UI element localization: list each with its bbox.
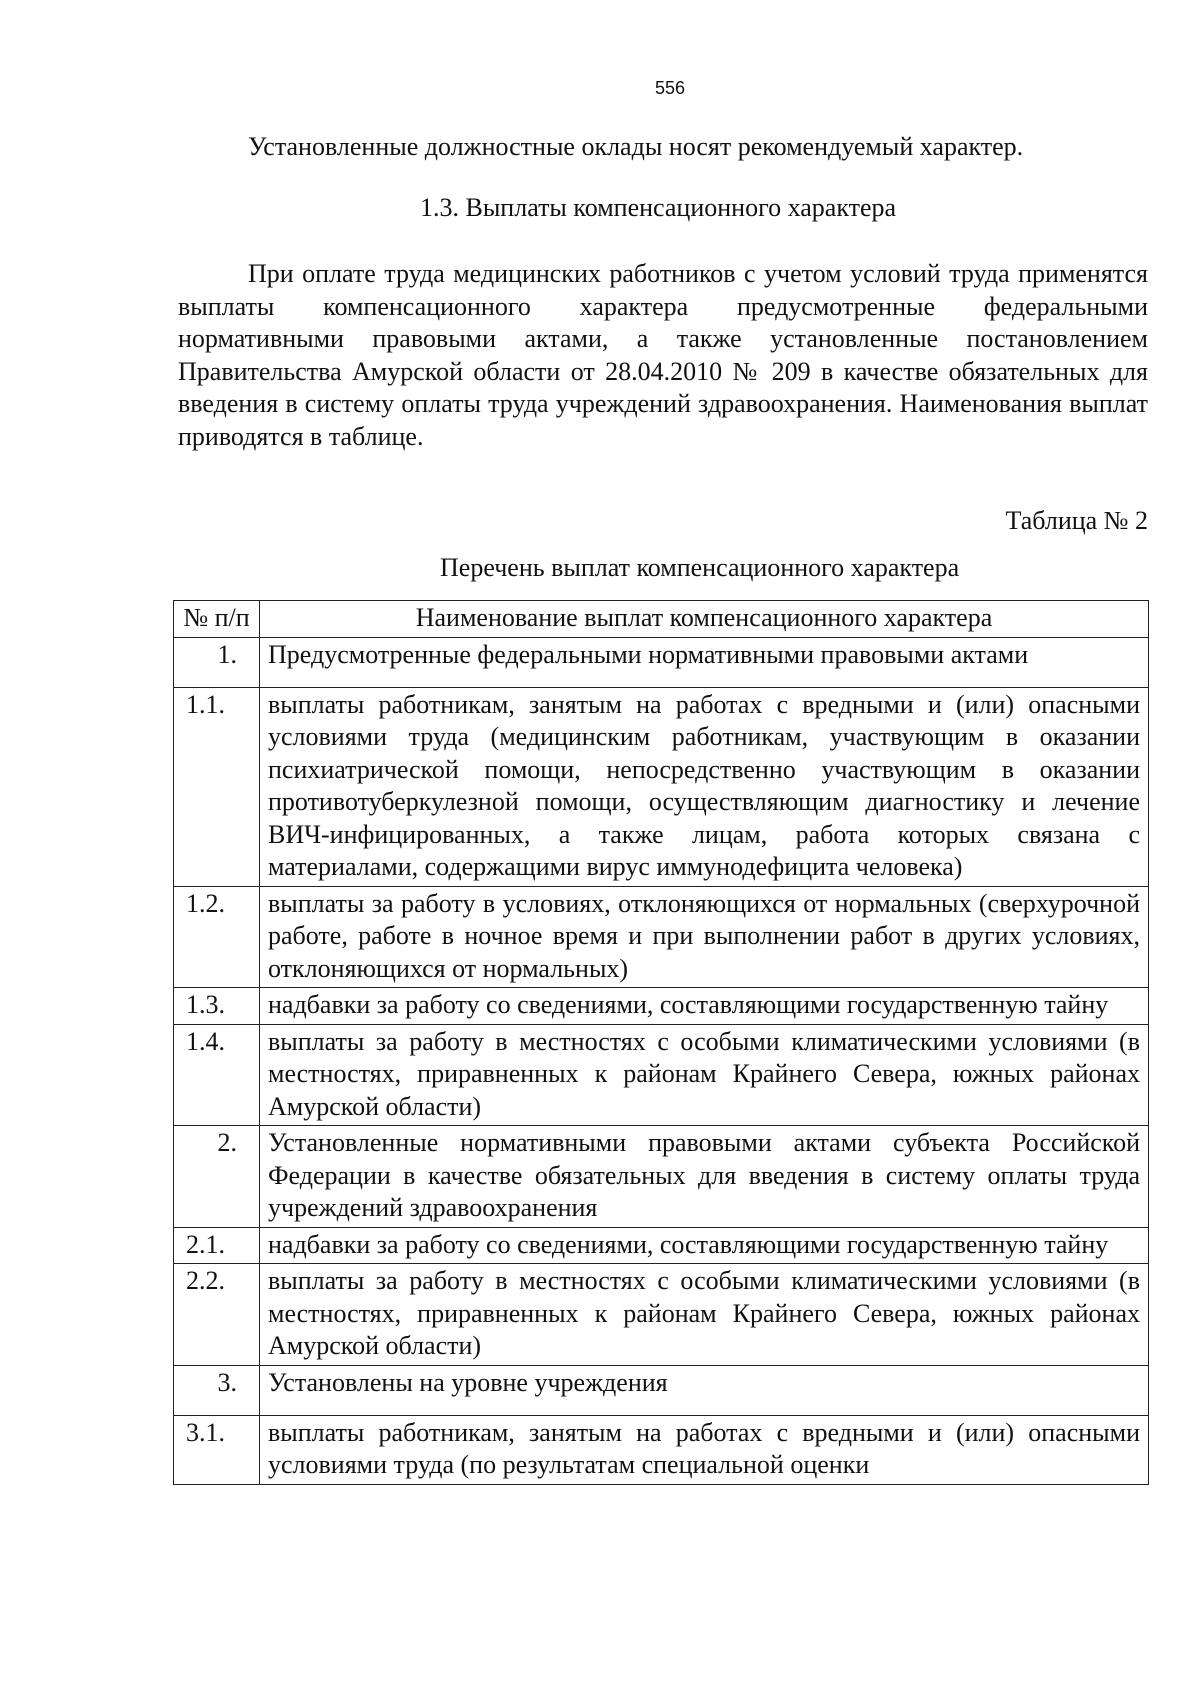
row-name: Установлены на уровне учреждения bbox=[260, 1365, 1149, 1415]
header-number: № п/п bbox=[174, 601, 260, 638]
row-number: 1.3. bbox=[174, 988, 260, 1025]
table-row bbox=[174, 988, 1149, 1025]
table-row bbox=[174, 1126, 1149, 1228]
row-name: Установленные нормативными правовыми актами субъекта Российской Федерации в качестве обязательных для введения в систему оплаты труда учреждений здравоохранения bbox=[260, 1126, 1149, 1228]
table-row bbox=[174, 1024, 1149, 1126]
page-number: 556 bbox=[654, 78, 686, 98]
row-name: выплаты за работу в местностях с особыми климатическими условиями (в местностях, приравненных к районам Крайнего Севера, южных районах Амурской области) bbox=[260, 1024, 1149, 1126]
row-number: 1.2. bbox=[174, 886, 260, 988]
table-row bbox=[174, 1264, 1149, 1366]
table-row bbox=[174, 637, 1149, 687]
row-number: 1.4. bbox=[174, 1024, 260, 1126]
table-row bbox=[174, 1415, 1149, 1484]
table-number: Таблица № 2 bbox=[1005, 506, 1148, 535]
table-row bbox=[174, 687, 1149, 886]
row-number: 1.1. bbox=[174, 687, 260, 886]
row-name: Предусмотренные федеральными нормативными правовыми актами bbox=[260, 637, 1149, 687]
header-name: Наименование выплат компенсационного характера bbox=[260, 601, 1149, 638]
row-name: выплаты работникам, занятым на работах с вредными и (или) опасными условиями труда (медицинским работникам, участвующим в оказании психиатрической помощи, непосредственно участвующим в оказании противотуберкулезной помощи, осуществляющим диагностику и лечение ВИЧ-инфицированных, а также лицам, работа которых связана с материалами, содержащими вирус иммунодефицита человека) bbox=[260, 687, 1149, 886]
row-name: надбавки за работу со сведениями, составляющими государственную тайну bbox=[260, 988, 1149, 1025]
table-row bbox=[174, 1365, 1149, 1415]
row-name: выплаты за работу в местностях с особыми климатическими условиями (в местностях, приравненных к районам Крайнего Севера, южных районах Амурской области) bbox=[260, 1264, 1149, 1366]
body-paragraph: При оплате труда медицинских работников с учетом условий труда применятся выплаты компенсационного характера предусмотренные федеральными нормативными правовыми актами, а также установленные постановлением Правительства Амурской области от 28.04.2010 № 209 в качестве обязательных для введения в систему оплаты труда учреждений здравоохранения. Наименования выплат приводятся в таблице. bbox=[178, 259, 1148, 451]
row-number: 2.1. bbox=[174, 1227, 260, 1264]
row-number: 2.2. bbox=[174, 1264, 260, 1366]
row-name: выплаты работникам, занятым на работах с вредными и (или) опасными условиями труда (по результатам специальной оценки bbox=[260, 1415, 1149, 1484]
row-number: 1. bbox=[174, 637, 260, 687]
row-number: 3. bbox=[174, 1365, 260, 1415]
section-heading: 1.3. Выплаты компенсационного характера bbox=[420, 193, 897, 222]
row-number: 2. bbox=[174, 1126, 260, 1228]
table-row bbox=[174, 1227, 1149, 1264]
intro-line: Установленные должностные оклады носят рекомендуемый характер. bbox=[248, 132, 1024, 161]
table-header-row bbox=[174, 601, 1149, 638]
row-number: 3.1. bbox=[174, 1415, 260, 1484]
row-name: выплаты за работу в условиях, отклоняющихся от нормальных (сверхурочной работе, работе в ночное время и при выполнении работ в других условиях, отклоняющихся от нормальных) bbox=[260, 886, 1149, 988]
table-row bbox=[174, 886, 1149, 988]
compensation-payments-table bbox=[173, 600, 1149, 1485]
table-title: Перечень выплат компенсационного характера bbox=[440, 553, 960, 582]
row-name: надбавки за работу со сведениями, составляющими государственную тайну bbox=[260, 1227, 1149, 1264]
